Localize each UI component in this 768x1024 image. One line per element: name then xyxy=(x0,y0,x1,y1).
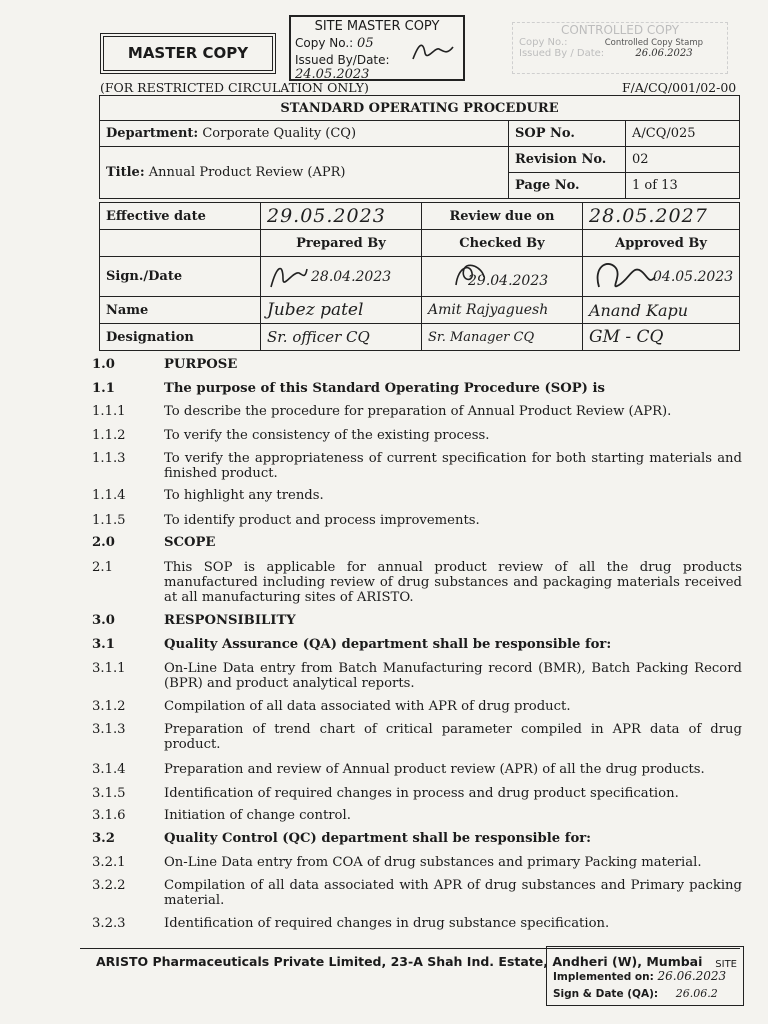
effective-date-cell xyxy=(261,203,422,230)
department-cell xyxy=(100,121,509,147)
controlled-sign-note: Controlled Copy Stamp xyxy=(604,38,703,48)
implementation-site-label: SITE xyxy=(715,959,737,970)
section-text: Preparation and review of Annual product review (APR) of all the drug products. xyxy=(164,762,705,777)
section-text: Identification of required changes in drug substance specification. xyxy=(164,916,610,931)
prepared-sign-cell xyxy=(261,257,422,297)
section-number: 3.1.3 xyxy=(92,722,126,737)
sop-header-table xyxy=(99,95,740,199)
qa-sign-value: 26.06.2 xyxy=(675,987,718,1000)
approved-designation: GM - CQ xyxy=(583,324,740,351)
section-number: 3.2.2 xyxy=(92,878,126,893)
section-number: 3.2.3 xyxy=(92,916,126,931)
site-master-copy-stamp xyxy=(289,15,465,81)
section-number: 3.1 xyxy=(92,637,115,652)
blank-role-cell xyxy=(100,230,261,257)
implementation-stamp xyxy=(546,946,744,1006)
checked-date: 29.04.2023 xyxy=(468,273,549,289)
section-number: 2.1 xyxy=(92,560,113,575)
approved-name: Anand Kapu xyxy=(583,297,740,324)
section-number: 1.1 xyxy=(92,381,115,396)
approved-signature xyxy=(589,257,659,295)
section-number: 3.2 xyxy=(92,831,115,846)
master-copy-label: MASTER COPY xyxy=(127,44,249,62)
section-text: The purpose of this Standard Operating Procedure (SOP) is xyxy=(164,381,605,396)
prepared-date: 28.04.2023 xyxy=(311,269,392,285)
designation-label: Designation xyxy=(100,324,261,351)
section-text: PURPOSE xyxy=(164,357,238,372)
section-text: Compilation of all data associated with APR of drug product. xyxy=(164,699,571,714)
approved-sign-cell xyxy=(583,257,740,297)
title-value: Annual Product Review (APR) xyxy=(148,165,346,180)
page-label: Page No. xyxy=(509,173,626,199)
implemented-value: 26.06.2023 xyxy=(657,969,727,983)
section-text: To describe the procedure for preparation of Annual Product Review (APR). xyxy=(164,404,672,419)
section-text: To identify product and process improvements. xyxy=(164,513,480,528)
section-text: Quality Control (QC) department shall be responsible for: xyxy=(164,831,592,846)
copy-no-value: 05 xyxy=(357,36,374,51)
controlled-copy-title: CONTROLLED COPY xyxy=(560,23,680,37)
issued-by-label: Issued By/Date: xyxy=(295,53,390,67)
section-number: 3.1.4 xyxy=(92,762,126,777)
section-text: SCOPE xyxy=(164,535,216,550)
approved-date: 04.05.2023 xyxy=(653,269,734,285)
section-text: Initiation of change control. xyxy=(164,808,351,823)
section-number: 3.1.1 xyxy=(92,661,126,676)
form-code: F/A/CQ/001/02-00 xyxy=(622,80,737,95)
section-number: 1.1.1 xyxy=(92,404,126,419)
section-number: 1.1.4 xyxy=(92,488,126,503)
section-number: 3.1.2 xyxy=(92,699,126,714)
approved-by-header: Approved By xyxy=(583,230,740,257)
section-text: On-Line Data entry from COA of drug substances and primary Packing material. xyxy=(164,855,702,870)
section-text: This SOP is applicable for annual product review of all the drug products manufactured including review of drug substances and packaging materials received at all manufacturing sites of ARISTO. xyxy=(164,560,742,605)
name-label: Name xyxy=(100,297,261,324)
review-due-label: Review due on xyxy=(422,203,583,230)
revision-label: Revision No. xyxy=(509,147,626,173)
site-master-signature xyxy=(409,39,457,65)
review-due-cell xyxy=(583,203,740,230)
effective-date-label: Effective date xyxy=(100,203,261,230)
section-number: 1.1.5 xyxy=(92,513,126,528)
checked-designation: Sr. Manager CQ xyxy=(422,324,583,351)
footer-company: ARISTO Pharmaceuticals Private Limited, 23-A Shah Ind. Estate, Andheri (W), Mumbai xyxy=(96,954,703,969)
section-text: Quality Assurance (QA) department shall be responsible for: xyxy=(164,637,612,652)
sop-no-label: SOP No. xyxy=(509,121,626,147)
section-text: On-Line Data entry from Batch Manufacturing record (BMR), Batch Packing Record (BPR) and product analytical reports. xyxy=(164,661,742,691)
department-label: Department: xyxy=(106,126,199,141)
checked-name: Amit Rajyaguesh xyxy=(422,297,583,324)
controlled-issued-label: Issued By / Date: xyxy=(519,48,605,59)
prepared-signature xyxy=(265,259,309,293)
prepared-designation: Sr. officer CQ xyxy=(261,324,422,351)
master-copy-stamp xyxy=(100,33,276,74)
section-number: 3.2.1 xyxy=(92,855,126,870)
page-value: 1 of 13 xyxy=(626,173,740,199)
title-label: Title: xyxy=(106,165,145,180)
section-number: 1.0 xyxy=(92,357,115,372)
section-text: To verify the appropriateness of current specification for both starting materials and finished product. xyxy=(164,451,742,481)
department-value: Corporate Quality (CQ) xyxy=(202,126,357,141)
section-number: 2.0 xyxy=(92,535,115,550)
section-number: 3.1.5 xyxy=(92,786,126,801)
controlled-date-value: 26.06.2023 xyxy=(635,48,693,59)
review-due-value: 28.05.2027 xyxy=(589,205,708,227)
prepared-by-header: Prepared By xyxy=(261,230,422,257)
title-cell xyxy=(100,147,509,199)
section-number: 1.1.3 xyxy=(92,451,126,466)
section-text: Preparation of trend chart of critical parameter compiled in APR data of drug product. xyxy=(164,722,742,752)
copy-no-label: Copy No.: xyxy=(295,36,354,50)
section-text: RESPONSIBILITY xyxy=(164,613,296,628)
section-number: 3.1.6 xyxy=(92,808,126,823)
sign-date-label: Sign./Date xyxy=(100,257,261,297)
sop-no-value: A/CQ/025 xyxy=(626,121,740,147)
controlled-copy-no-label: Copy No.: xyxy=(519,37,568,48)
sop-title: STANDARD OPERATING PROCEDURE xyxy=(100,96,740,121)
section-text: Compilation of all data associated with APR of drug substances and Primary packing material. xyxy=(164,878,742,908)
checked-sign-cell xyxy=(422,257,583,297)
site-master-title: SITE MASTER COPY xyxy=(314,19,440,34)
revision-value: 02 xyxy=(626,147,740,173)
prepared-name: Jubez patel xyxy=(261,297,422,324)
controlled-copy-stamp xyxy=(512,22,728,74)
implemented-label: Implemented on: xyxy=(553,971,654,983)
section-number: 3.0 xyxy=(92,613,115,628)
restricted-circulation: (FOR RESTRICTED CIRCULATION ONLY) xyxy=(100,80,369,95)
section-text: To highlight any trends. xyxy=(164,488,324,503)
issued-by-value: 24.05.2023 xyxy=(295,67,370,82)
checked-by-header: Checked By xyxy=(422,230,583,257)
signoff-table xyxy=(99,202,740,351)
effective-date-value: 29.05.2023 xyxy=(267,205,386,227)
qa-sign-label: Sign & Date (QA): xyxy=(553,988,659,1000)
section-text: Identification of required changes in process and drug product specification. xyxy=(164,786,679,801)
section-number: 1.1.2 xyxy=(92,428,126,443)
section-text: To verify the consistency of the existing process. xyxy=(164,428,490,443)
